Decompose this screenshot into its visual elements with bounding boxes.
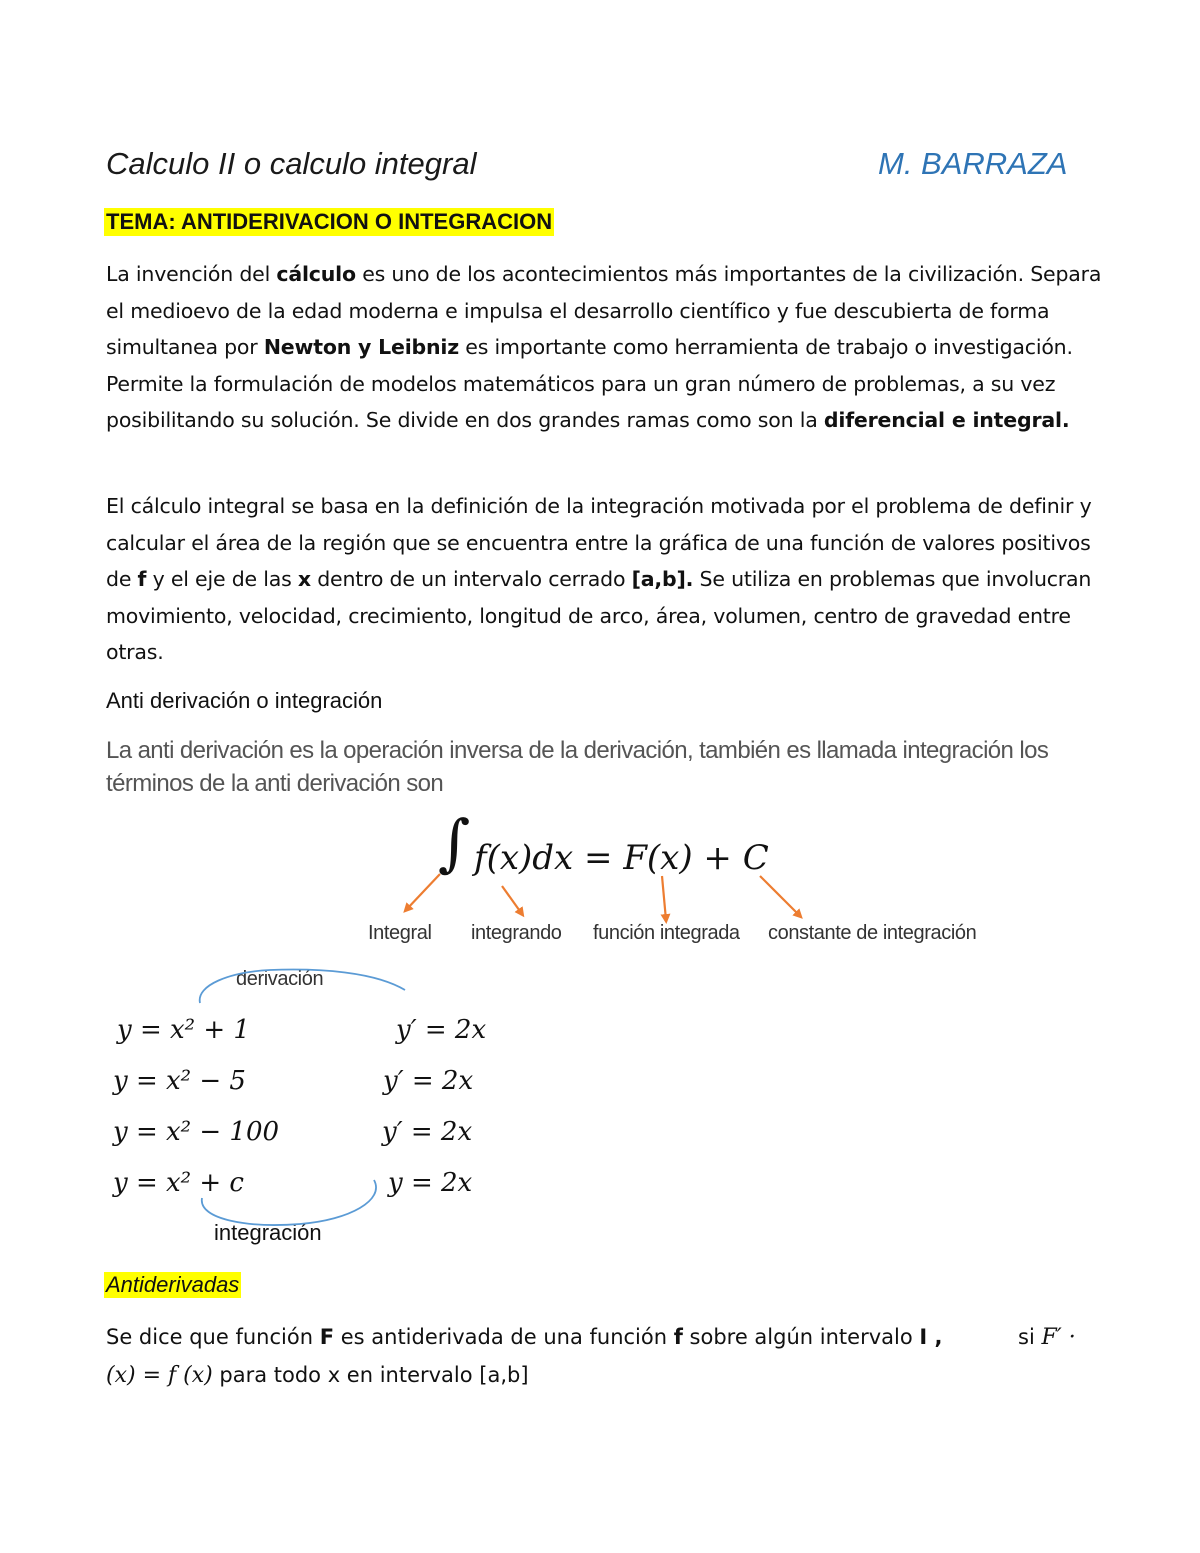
arrow-funcion-integrada [662, 876, 666, 920]
integration-curve [202, 1180, 376, 1225]
equation-left-4: y = x² + c [113, 1168, 244, 1198]
arrow-constante [760, 876, 800, 916]
topic-heading: TEMA: ANTIDERIVACION O INTEGRACION [106, 209, 553, 234]
integral-paragraph: El cálculo integral se basa en la definición de la integración motivada por el problema de definir y calcular el área de la región que se encuentra entre la gráfica de una función de valores positivos de f y el eje de las x dentro de un intervalo cerrado [a,b]. Se utiliza en problemas que involucran movimiento, velocidad, crecimiento, longitud de arco, área, volumen, centro de gravedad entre otras. [106, 494, 1092, 664]
equation-right-4: y = 2x [388, 1168, 473, 1198]
label-constante: constante de integración [768, 922, 977, 944]
arrow-integral [406, 874, 440, 910]
definition-condition: si F′ · [1018, 1325, 1076, 1350]
equation-right-2: y′ = 2x [383, 1066, 474, 1096]
equation-left-2: y = x² − 5 [113, 1066, 246, 1096]
section-text: La anti derivación es la operación inversa de la derivación, también es llamada integración los términos de la anti derivación son [106, 737, 1049, 797]
equation-left-3: y = x² − 100 [113, 1117, 280, 1147]
integral-formula: f(x)dx = F(x) + C [474, 838, 769, 878]
derivation-curve [200, 970, 405, 1003]
integral-sign: ∫ [438, 806, 471, 879]
intro-paragraph: La invención del cálculo es uno de los acontecimientos más importantes de la civilización. Separa el medioevo de la edad moderna e impulsa el desarrollo científico y fue descubierta de forma simultanea por Newton y Leibniz es importante como herramienta de trabajo o investigación. Permite la formulación de modelos matemáticos para un gran número de problemas, a su vez posibilitando su solución. Se divide en dos grandes ramas como son la diferencial e integral. [106, 262, 1102, 432]
label-integral: Integral [368, 922, 432, 944]
equation-right-3: y′ = 2x [382, 1117, 473, 1147]
label-integrando: integrando [471, 922, 562, 944]
integration-label: integración [214, 1220, 322, 1245]
arrow-integrando [502, 886, 522, 914]
derivation-label: derivación [236, 968, 324, 990]
equation-right-1: y′ = 2x [396, 1015, 487, 1045]
definition-line-1: Se dice que función F es antiderivada de una función f sobre algún intervalo I , [106, 1325, 943, 1349]
section-heading: Anti derivación o integración [106, 688, 383, 713]
author-name: M. BARRAZA [878, 146, 1068, 181]
definition-line-2: (x) = f (x) para todo x en intervalo [a,b] [106, 1363, 529, 1388]
equation-left-1: y = x² + 1 [117, 1015, 250, 1045]
document-title: Calculo II o calculo integral [106, 146, 477, 181]
label-funcion-integrada: función integrada [593, 922, 740, 944]
antiderivadas-heading: Antiderivadas [106, 1272, 240, 1297]
